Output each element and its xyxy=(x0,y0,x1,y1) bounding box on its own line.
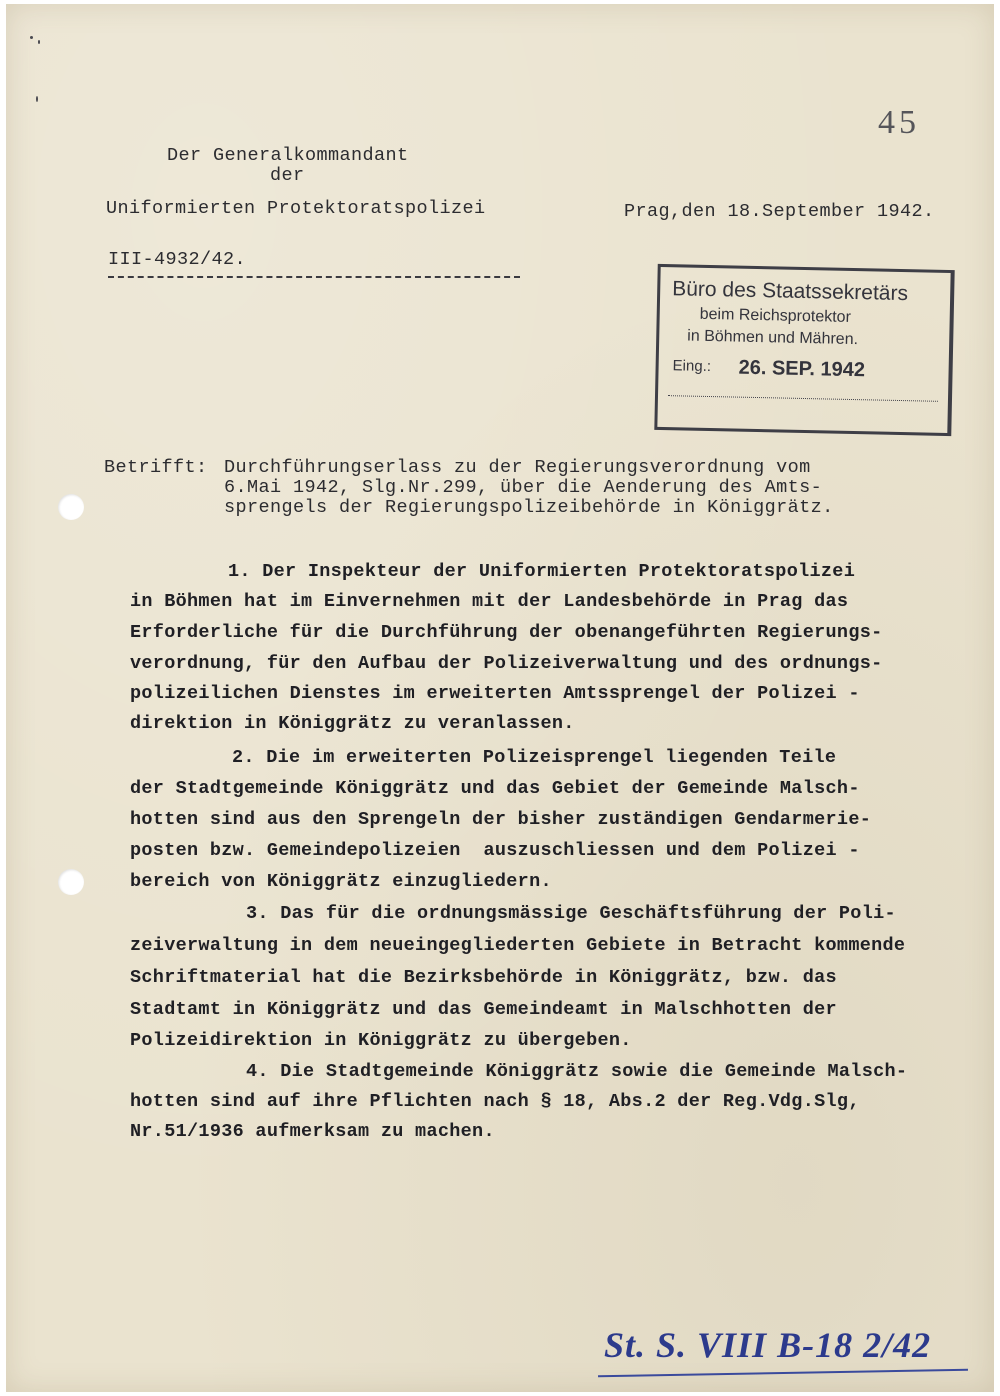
stamp-line-2: beim Reichsprotektor xyxy=(699,305,852,326)
paragraph-1-line-1: 1. Der Inspekteur der Uniformierten Protektoratspolizei xyxy=(228,561,856,582)
footer-reference-handwritten: St. S. VIII B-18 2/42 xyxy=(604,1325,932,1365)
subject-line-3: sprengels der Regierungspolizeibehörde in Königgrätz. xyxy=(224,497,834,518)
paragraph-1-line-6: direktion in Königgrätz zu veranlassen. xyxy=(130,713,575,734)
punch-hole-bottom xyxy=(58,869,84,895)
paragraph-3-line-5: Polizeidirektion in Königgrätz zu übergeben. xyxy=(130,1030,632,1051)
paragraph-2-line-4: posten bzw. Gemeindepolizeien auszuschliessen und dem Polizei - xyxy=(130,840,860,861)
paragraph-3-line-4: Stadtamt in Königgrätz und das Gemeindeamt in Malschhotten der xyxy=(130,999,837,1020)
subject-line-2: 6.Mai 1942, Slg.Nr.299, über die Aenderung des Amts- xyxy=(224,477,823,498)
paragraph-4-line-3: Nr.51/1936 aufmerksam zu machen. xyxy=(130,1121,495,1142)
ink-speck xyxy=(30,36,33,39)
ink-speck xyxy=(38,40,40,44)
paragraph-1-line-3: Erforderliche für die Durchführung der obenangeführten Regierungs- xyxy=(130,622,883,643)
issuer-line-2: der xyxy=(270,165,305,186)
stamp-line-3: in Böhmen und Mähren. xyxy=(687,327,859,349)
paragraph-2-line-3: hotten sind aus den Sprengeln der bisher zuständigen Gendarmerie- xyxy=(130,809,872,830)
paragraph-1-line-5: polizeilichen Dienstes im erweiterten Amtssprengel der Polizei - xyxy=(130,683,860,704)
paragraph-3-line-2: zeiverwaltung in dem neueingegliederten Gebiete in Betracht kommende xyxy=(130,935,906,956)
subject-label: Betrifft: xyxy=(104,457,208,478)
paragraph-1-line-2: in Böhmen hat im Einvernehmen mit der Landesbehörde in Prag das xyxy=(130,591,849,612)
issuer-line-3: Uniformierten Protektoratspolizei xyxy=(106,198,486,219)
place-date: Prag,den 18.September 1942. xyxy=(624,201,935,222)
stamp-dotted-line xyxy=(668,395,938,402)
paragraph-3-line-1: 3. Das für die ordnungsmässige Geschäftsführung der Poli- xyxy=(246,903,896,924)
paragraph-2-line-2: der Stadtgemeinde Königgrätz und das Gebiet der Gemeinde Malsch- xyxy=(130,778,860,799)
paragraph-2-line-1: 2. Die im erweiterten Polizeisprengel liegenden Teile xyxy=(232,747,837,768)
subject-line-1: Durchführungserlass zu der Regierungsverordnung vom xyxy=(224,457,811,478)
footer-reference-underline xyxy=(598,1369,968,1377)
paragraph-3-line-3: Schriftmaterial hat die Bezirksbehörde in Königgrätz, bzw. das xyxy=(130,967,837,988)
separator-rule xyxy=(108,276,520,278)
paragraph-1-line-4: verordnung, für den Aufbau der Polizeiverwaltung und des ordnungs- xyxy=(130,653,883,674)
paragraph-2-line-5: bereich von Königgrätz einzugliedern. xyxy=(130,871,552,892)
paragraph-4-line-1: 4. Die Stadtgemeinde Königgrätz sowie die Gemeinde Malsch- xyxy=(246,1061,908,1082)
file-number: III-4932/42. xyxy=(108,249,247,270)
paragraph-4-line-2: hotten sind auf ihre Pflichten nach § 18, Abs.2 der Reg.Vdg.Slg, xyxy=(130,1091,860,1112)
punch-hole-top xyxy=(58,494,84,520)
document-page xyxy=(6,4,994,1392)
ink-speck xyxy=(36,96,38,102)
page-number: 45 xyxy=(878,104,920,141)
issuer-line-1: Der Generalkommandant xyxy=(167,145,409,166)
stamp-received-date: 26. SEP. 1942 xyxy=(738,356,866,382)
stamp-received-label: Eing.: xyxy=(672,357,712,376)
received-stamp xyxy=(654,264,954,436)
stamp-line-1: Büro des Staatssekretärs xyxy=(672,277,909,306)
